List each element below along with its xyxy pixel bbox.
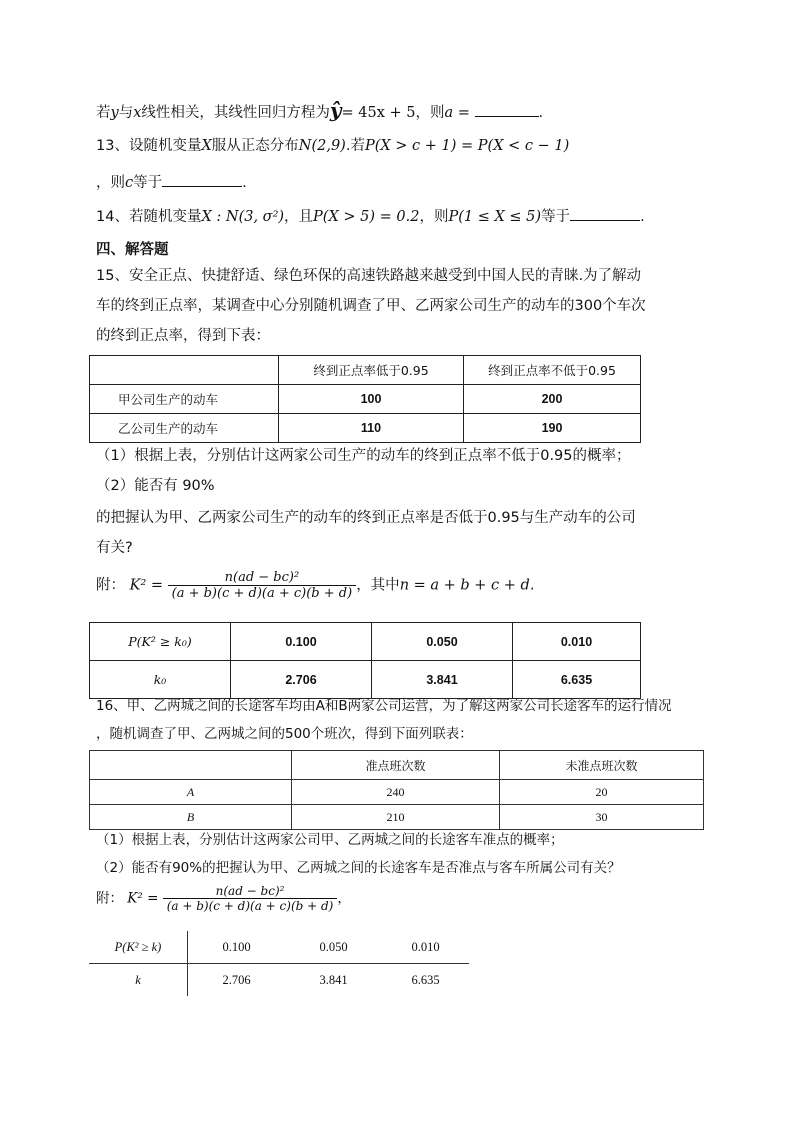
table-cell: 2.706 (222, 972, 251, 987)
answer-blank (475, 102, 539, 117)
table-cell: 210 (292, 805, 500, 830)
table-cell: 190 (464, 414, 641, 443)
section-heading: 四、解答题 (96, 242, 169, 258)
fraction-denominator: (a + b)(c + d)(a + c)(b + d) (171, 586, 353, 601)
q14-text: ，则 (419, 209, 449, 225)
q15-subquestion-2c: 有关? (96, 540, 133, 556)
q12-text: 与 (118, 105, 134, 121)
q15-paragraph-2: 车的终到正点率，某调查中心分别随机调查了甲、乙两家公司生产的动车的300个车次 (96, 298, 646, 314)
probability-condition: P(X > 5) = 0.2 (313, 209, 420, 225)
table-cell: 0.100 (188, 931, 286, 964)
table-cell: 0.010 (513, 623, 641, 661)
table-row-label: A (90, 780, 292, 805)
table-row-label: k₀ (90, 661, 231, 699)
k-squared-symbol: K² = (129, 577, 164, 594)
table-row-label: k (89, 964, 188, 997)
table-cell: 100 (279, 385, 464, 414)
yhat-symbol: ŷ (329, 98, 342, 122)
q16-subquestion-1: （1）根据上表，分别估计这两家公司甲、乙两城之间的长途客车准点的概率； (96, 832, 564, 848)
k-squared-fraction (163, 884, 338, 913)
q12-text: 线性相关，其线性回归方程为 (141, 105, 330, 121)
table-row (90, 780, 704, 805)
table-row-label: 甲公司生产的动车 (90, 385, 279, 414)
q14-text: ，且 (284, 209, 314, 225)
table-row-label: P(K² ≥ k₀) (90, 623, 231, 661)
table-row (90, 385, 641, 414)
table-header-row (90, 356, 641, 385)
table-header-cell: 终到正点率不低于0.95 (464, 356, 641, 385)
table-cell: 6.635 (513, 661, 641, 699)
normal-distribution: N(3, σ²) (225, 209, 285, 225)
formula-comma: ， (337, 890, 351, 907)
q13-text: 服从正态分布 (211, 138, 299, 154)
table-cell: 110 (279, 414, 464, 443)
q15-data-table (89, 355, 641, 443)
attachment-label: 附： (96, 890, 123, 907)
table-row (89, 964, 469, 997)
table-row (90, 414, 641, 443)
q16-paragraph-1: 16、甲、乙两城之间的长途客车均由A和B两家公司运营，为了解这两家公司长途客车的运行情况 (96, 698, 672, 714)
formula-text: ，其中 (356, 577, 400, 594)
attachment-label: 附： (96, 577, 125, 594)
table-cell: 2.706 (231, 661, 372, 699)
table-cell: 6.635 (411, 972, 440, 987)
formula-period: . (529, 577, 535, 594)
var-x: x (133, 105, 142, 121)
table-cell: 3.841 (372, 661, 513, 699)
table-header-cell: 未准点班次数 (500, 751, 704, 780)
table-cell: 200 (464, 385, 641, 414)
probability-condition: P(X > c + 1) = P(X < c − 1) (364, 138, 570, 154)
var-a: a = (444, 105, 470, 121)
q13-text: ，则 (96, 175, 125, 191)
q16-critical-value-table (89, 931, 469, 996)
q15-subquestion-2b: 的把握认为甲、乙两家公司生产的动车的终到正点率是否低于0.95与生产动车的公司 (96, 510, 636, 526)
n-equation: n = a + b + c + d (399, 577, 530, 594)
q12-text: 若 (96, 105, 111, 121)
table-cell (90, 356, 279, 385)
table-cell: 0.050 (285, 931, 382, 964)
q13-line1 (96, 136, 569, 156)
table-cell: 3.841 (319, 972, 348, 987)
table-cell: 0.050 (372, 623, 513, 661)
k-squared-fraction (168, 570, 357, 601)
q13-line2 (96, 172, 247, 193)
table-cell: 0.100 (231, 623, 372, 661)
regression-equation: = 45x + 5 (341, 105, 416, 121)
var-X: X : (201, 209, 222, 225)
var-X: X (201, 138, 212, 154)
q16-paragraph-2: ，随机调查了甲、乙两城之间的500个班次，得到下面列联表： (96, 726, 473, 742)
q15-subquestion-1: （1）根据上表，分别估计这两家公司生产的动车的终到正点率不低于0.95的概率； (96, 448, 631, 464)
q13-text: .若 (345, 138, 365, 154)
q14-text: 等于 (541, 209, 571, 225)
q15-formula-line (96, 570, 534, 601)
fraction-numerator: n(ad − bc)² (168, 570, 357, 586)
table-row (89, 931, 469, 964)
table-row (90, 623, 641, 661)
answer-blank (162, 172, 242, 187)
table-row-label: P(K² ≥ k) (89, 931, 188, 964)
q16-subquestion-2: （2）能否有90%的把握认为甲、乙两城之间的长途客车是否准点与客车所属公司有关？ (96, 860, 621, 876)
q15-critical-value-table (89, 622, 641, 699)
table-row (90, 805, 704, 830)
q14-line (96, 206, 645, 227)
table-cell: 30 (500, 805, 704, 830)
table-row (90, 661, 641, 699)
var-y: y (110, 105, 119, 121)
k-squared-symbol: K² = (127, 890, 159, 907)
table-cell: 0.010 (382, 931, 469, 964)
table-header-cell: 准点班次数 (292, 751, 500, 780)
table-header-row (90, 751, 704, 780)
table-row-label: 乙公司生产的动车 (90, 414, 279, 443)
q15-paragraph-3: 的终到正点率，得到下表： (96, 328, 270, 344)
table-cell: 20 (500, 780, 704, 805)
q13-period: . (242, 175, 247, 191)
probability-asked: P(1 ≤ X ≤ 5) (448, 209, 542, 225)
q12-line (96, 100, 543, 123)
normal-distribution: N(2,9) (298, 138, 346, 154)
fraction-numerator: n(ad − bc)² (163, 884, 338, 899)
fraction-denominator: (a + b)(c + d)(a + c)(b + d) (166, 899, 334, 913)
table-cell (90, 751, 292, 780)
var-c: c (125, 175, 134, 191)
q13-text: 等于 (133, 175, 163, 191)
q16-contingency-table (89, 750, 704, 830)
table-cell: 240 (292, 780, 500, 805)
q14-text: 14、若随机变量 (96, 209, 202, 225)
q15-subquestion-2a: （2）能否有 90% (96, 478, 215, 494)
q12-period: . (538, 105, 544, 121)
answer-blank (570, 206, 640, 221)
q15-paragraph-1: 15、安全正点、快捷舒适、绿色环保的高速铁路越来越受到中国人民的青睐.为了解动 (96, 268, 642, 284)
q16-formula-line (96, 884, 351, 913)
q12-text: ，则 (415, 105, 445, 121)
q14-period: . (640, 209, 645, 225)
table-header-cell: 终到正点率低于0.95 (279, 356, 464, 385)
table-row-label: B (90, 805, 292, 830)
q13-text: 13、设随机变量 (96, 138, 202, 154)
